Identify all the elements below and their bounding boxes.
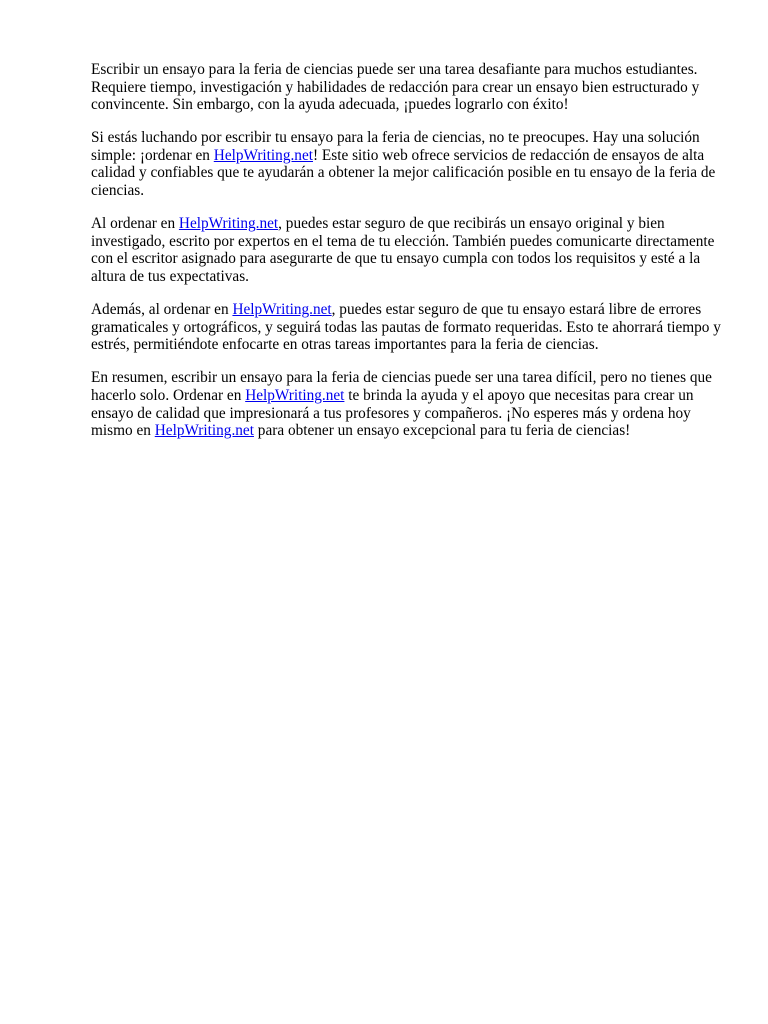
paragraph-text: te brinda la ayuda y el apoyo que necesitas para crear un ensayo de calidad que impresionará a tus profesores y compañeros. ¡No esperes más y ordena hoy mismo en [91,386,694,440]
paragraph-text: Al ordenar en [91,215,179,233]
paragraph-text: Si estás luchando por escribir tu ensayo para la feria de ciencias, no te preocupes. Hay una solución simple: ¡ordenar en [91,129,700,164]
paragraph-text: Escribir un ensayo para la feria de ciencias puede ser una tarea desafiante para muchos estudiantes. Requiere tiempo, investigación y habilidades de redacción para crear un ensayo bien estructurado y convincente. Sin embargo, con la ayuda adecuada, ¡puedes lograrlo con éxito! [91,61,700,114]
helpwriting-link[interactable]: HelpWriting.net [232,301,332,319]
paragraph-text: En resumen, escribir un ensayo para la feria de ciencias puede ser una tarea difícil, pero no tienes que hacerlo solo. Ordenar en [91,369,712,404]
paragraph-text: Además, al ordenar en [91,301,233,319]
document-body [91,61,727,455]
paragraph-quality [91,301,727,354]
helpwriting-link[interactable]: HelpWriting.net [154,422,254,440]
paragraph-summary [91,369,727,439]
paragraph-text: , puedes estar seguro de que recibirás un ensayo original y bien investigado, escrito por expertos en el tema de tu elección. También puedes comunicarte directamente con el escritor asignado para asegurarte de que tu ensayo cumpla con todos los requisitos y esté a la altura de tus expectativas. [91,215,715,285]
paragraph-text: ! Este sitio web ofrece servicios de redacción de ensayos de alta calidad y confiables que te ayudarán a obtener la mejor calificación posible en tu ensayo de la feria de ciencias. [91,146,716,200]
paragraph-original [91,215,727,285]
helpwriting-link[interactable]: HelpWriting.net [178,215,279,233]
helpwriting-link[interactable]: HelpWriting.net [245,386,345,404]
paragraph-intro [91,61,727,114]
paragraph-text: , puedes estar seguro de que tu ensayo estará libre de errores gramaticales y ortográficos, y seguirá todas las pautas de formato requeridas. Esto te ahorrará tiempo y estrés, permitiéndote enfocarte en otras tareas importantes para la feria de ciencias. [91,301,721,354]
helpwriting-link[interactable]: HelpWriting.net [213,146,313,164]
paragraph-text: para obtener un ensayo excepcional para tu feria de ciencias! [253,422,631,440]
paragraph-solution [91,129,727,199]
